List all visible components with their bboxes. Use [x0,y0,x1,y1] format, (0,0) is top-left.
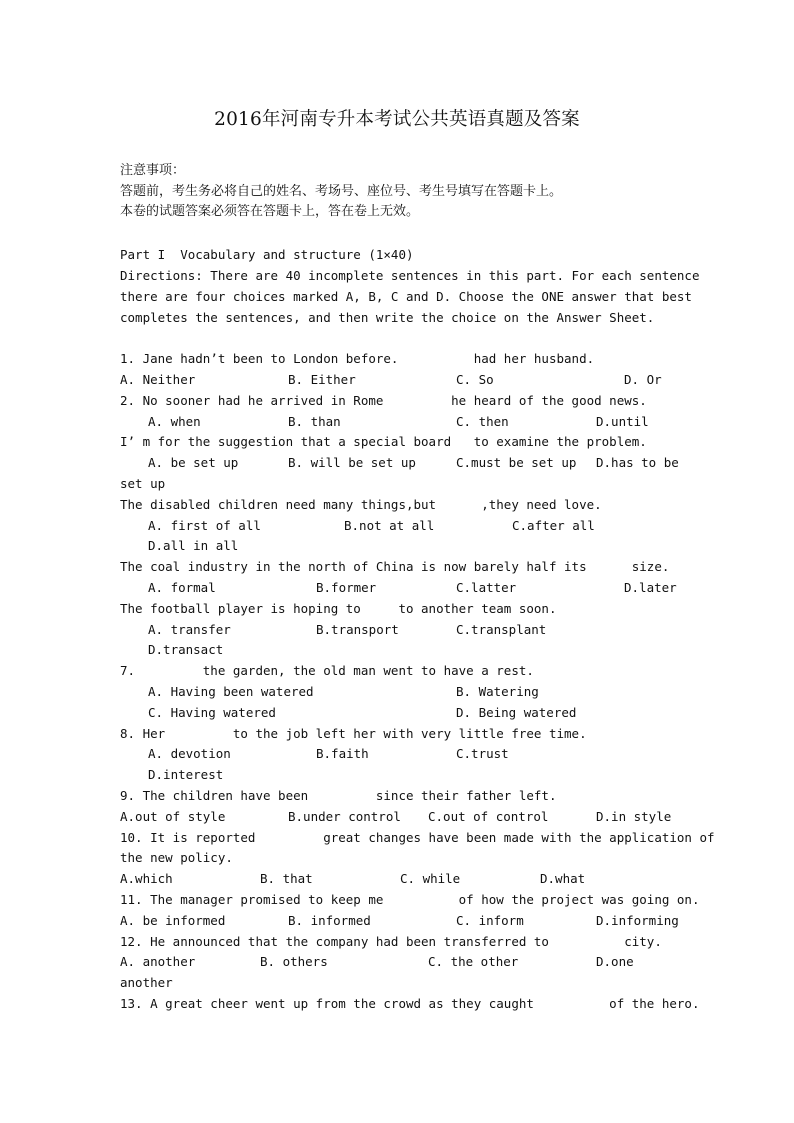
option-c: C. while [400,871,461,886]
part-heading: Part I Vocabulary and structure (1×40) [120,247,414,262]
option-c: C.latter [456,580,517,595]
directions-line-2: there are four choices marked A, B, C and D. Choose the ONE answer that best [120,289,692,304]
option-d-wrap: another [120,975,173,990]
option-d: D.informing [596,913,679,928]
question-stem: 13. A great cheer went up from the crowd as they caught of the hero. [120,996,700,1011]
directions-line-1: Directions: There are 40 incomplete sentences in this part. For each sentence [120,268,700,283]
option-a: A. Neither [120,372,196,387]
question-stem: 1. Jane hadn’t been to London before. had her husband. [120,351,595,366]
option-c: C. inform [456,913,524,928]
option-c: C.after all [512,518,595,533]
option-d: D.later [624,580,677,595]
question-stem: 7. the garden, the old man went to have a rest. [120,663,534,678]
option-c: C. Having watered [148,705,276,720]
question-stem-cont: the new policy. [120,850,233,865]
option-d: D.what [540,871,586,886]
option-b: B.under control [288,809,401,824]
question-stem: 10. It is reported great changes have been made with the application of [120,830,715,845]
option-a: A. Having been watered [148,684,314,699]
option-b: B. informed [288,913,371,928]
directions-line-3: completes the sentences, and then write the choice on the Answer Sheet. [120,310,655,325]
option-c: C. the other [428,954,519,969]
option-a: A. transfer [148,622,231,637]
option-b: B.transport [316,622,399,637]
option-b: B. than [288,414,341,429]
option-a: A.which [120,871,173,886]
option-a: A. another [120,954,196,969]
option-d: D.one [596,954,634,969]
option-d: D.has to be [596,455,679,470]
option-c: C.transplant [456,622,547,637]
question-stem: 11. The manager promised to keep me of how the project was going on. [120,892,700,907]
option-b: B.faith [316,746,369,761]
question-stem: 9. The children have been since their father left. [120,788,557,803]
question-stem: 12. He announced that the company had been transferred to city. [120,934,662,949]
option-c: C. So [456,372,494,387]
question-stem: 2. No sooner had he arrived in Rome he heard of the good news. [120,393,647,408]
option-a: A. be informed [120,913,226,928]
option-a: A. be set up [148,455,239,470]
notice-line-2: 本卷的试题答案必须答在答题卡上，答在卷上无效。 [120,204,420,219]
page-title: 2016年河南专升本考试公共英语真题及答案 [214,109,580,130]
option-b: B. Either [288,372,356,387]
option-d: D.interest [148,767,224,782]
option-b: B. that [260,871,313,886]
question-stem: I’ m for the suggestion that a special board to examine the problem. [120,434,647,449]
option-d: D.all in all [148,538,239,553]
option-b: B.not at all [344,518,435,533]
option-b: B.former [316,580,377,595]
option-a: A. first of all [148,518,261,533]
option-b: B. others [260,954,328,969]
option-d: D.transact [148,642,224,657]
question-stem: The football player is hoping to to another team soon. [120,601,557,616]
option-a: A. devotion [148,746,231,761]
option-d: D. Or [624,372,662,387]
option-d: D. Being watered [456,705,577,720]
question-stem: 8. Her to the job left her with very little free time. [120,726,587,741]
option-b: B. will be set up [288,455,416,470]
option-b: B. Watering [456,684,539,699]
option-d: D.in style [596,809,672,824]
option-d-wrap: set up [120,476,166,491]
notice-line-1: 答题前，考生务必将自己的姓名、考场号、座位号、考生号填写在答题卡上。 [120,184,563,199]
option-c: C.out of control [428,809,549,824]
option-a: A.out of style [120,809,226,824]
option-d: D.until [596,414,649,429]
option-c: C.trust [456,746,509,761]
option-a: A. when [148,414,201,429]
option-a: A. formal [148,580,216,595]
notice-heading: 注意事项： [120,163,186,178]
option-c: C. then [456,414,509,429]
question-stem: The coal industry in the north of China is now barely half its size. [120,559,670,574]
question-stem: The disabled children need many things,but ,they need love. [120,497,602,512]
option-c: C.must be set up [456,455,577,470]
